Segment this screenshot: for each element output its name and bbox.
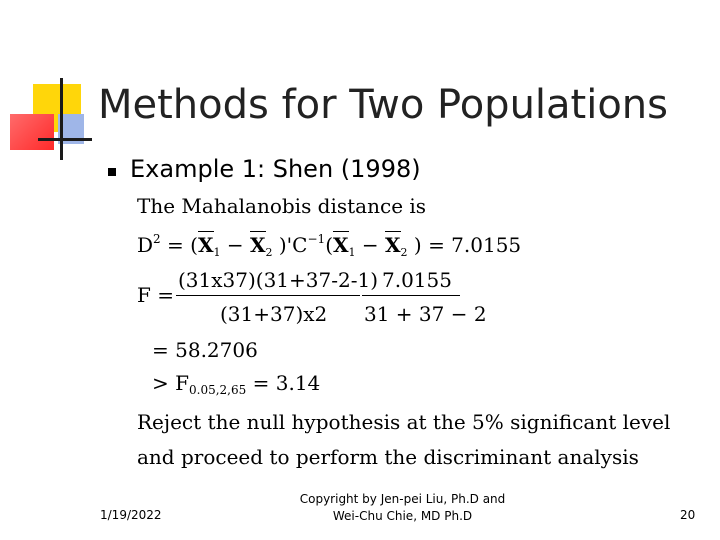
logo-vertical-line xyxy=(60,78,63,160)
footer-copyright xyxy=(280,491,525,525)
d2-minus: − xyxy=(220,233,250,257)
d2-x1b-sub: 1 xyxy=(348,246,356,259)
d2-x2b-sub: 2 xyxy=(400,246,408,259)
f-fraction-line-2 xyxy=(362,295,460,296)
critical-f-label: > F xyxy=(152,371,189,395)
d2-eq: = ( xyxy=(160,233,198,257)
d2-x2-sub: 2 xyxy=(265,246,273,259)
slide-title: Methods for Two Populations xyxy=(98,82,668,128)
critical-f-value: = 3.14 xyxy=(246,371,321,395)
f-critical-value xyxy=(152,371,320,397)
d2-x2: X xyxy=(249,233,266,257)
d2-minus2: − xyxy=(355,233,386,257)
f-denominator-1: (31+37)x2 xyxy=(220,302,328,326)
d2-mid: )'C xyxy=(272,233,308,257)
d2-x1: X xyxy=(197,233,214,257)
bullet-square-icon xyxy=(108,168,116,176)
f-denominator-2: 31 + 37 − 2 xyxy=(364,302,487,326)
d2-equation xyxy=(137,232,521,259)
conclusion-line-2: and proceed to perform the discriminant analysis xyxy=(137,445,639,469)
d2-inverse-sup: −1 xyxy=(307,232,326,246)
footer-page-number: 20 xyxy=(680,508,696,522)
d2-open: ( xyxy=(325,233,333,257)
logo-red-square xyxy=(10,114,54,150)
footer-copyright-line-2: Wei-Chu Chie, MD Ph.D xyxy=(332,509,473,523)
d2-x2b: X xyxy=(385,233,401,257)
d2-rhs: ) = 7.0155 xyxy=(407,233,522,257)
d2-lhs-sup: 2 xyxy=(153,232,161,246)
critical-f-sub: 0.05,2,65 xyxy=(189,383,247,397)
d2-x1b: X xyxy=(333,233,349,257)
f-numerator-2: 7.0155 xyxy=(382,268,452,292)
f-numerator-1: (31x37)(31+37-2-1) xyxy=(178,268,379,292)
intro-text: The Mahalanobis distance is xyxy=(137,194,427,218)
d2-lhs: D xyxy=(137,233,154,257)
footer-copyright-line-1: Copyright by Jen-pei Liu, Ph.D and xyxy=(299,492,506,506)
logo-horizontal-line xyxy=(38,138,92,141)
f-fraction-line-1 xyxy=(176,295,360,296)
bullet-text: Example 1: Shen (1998) xyxy=(130,155,421,183)
footer-date: 1/19/2022 xyxy=(100,508,162,522)
conclusion-line-1: Reject the null hypothesis at the 5% significant level xyxy=(137,410,671,434)
f-result: = 58.2706 xyxy=(152,338,258,362)
f-lhs: F = xyxy=(137,283,174,307)
d2-x1-sub: 1 xyxy=(213,246,221,259)
